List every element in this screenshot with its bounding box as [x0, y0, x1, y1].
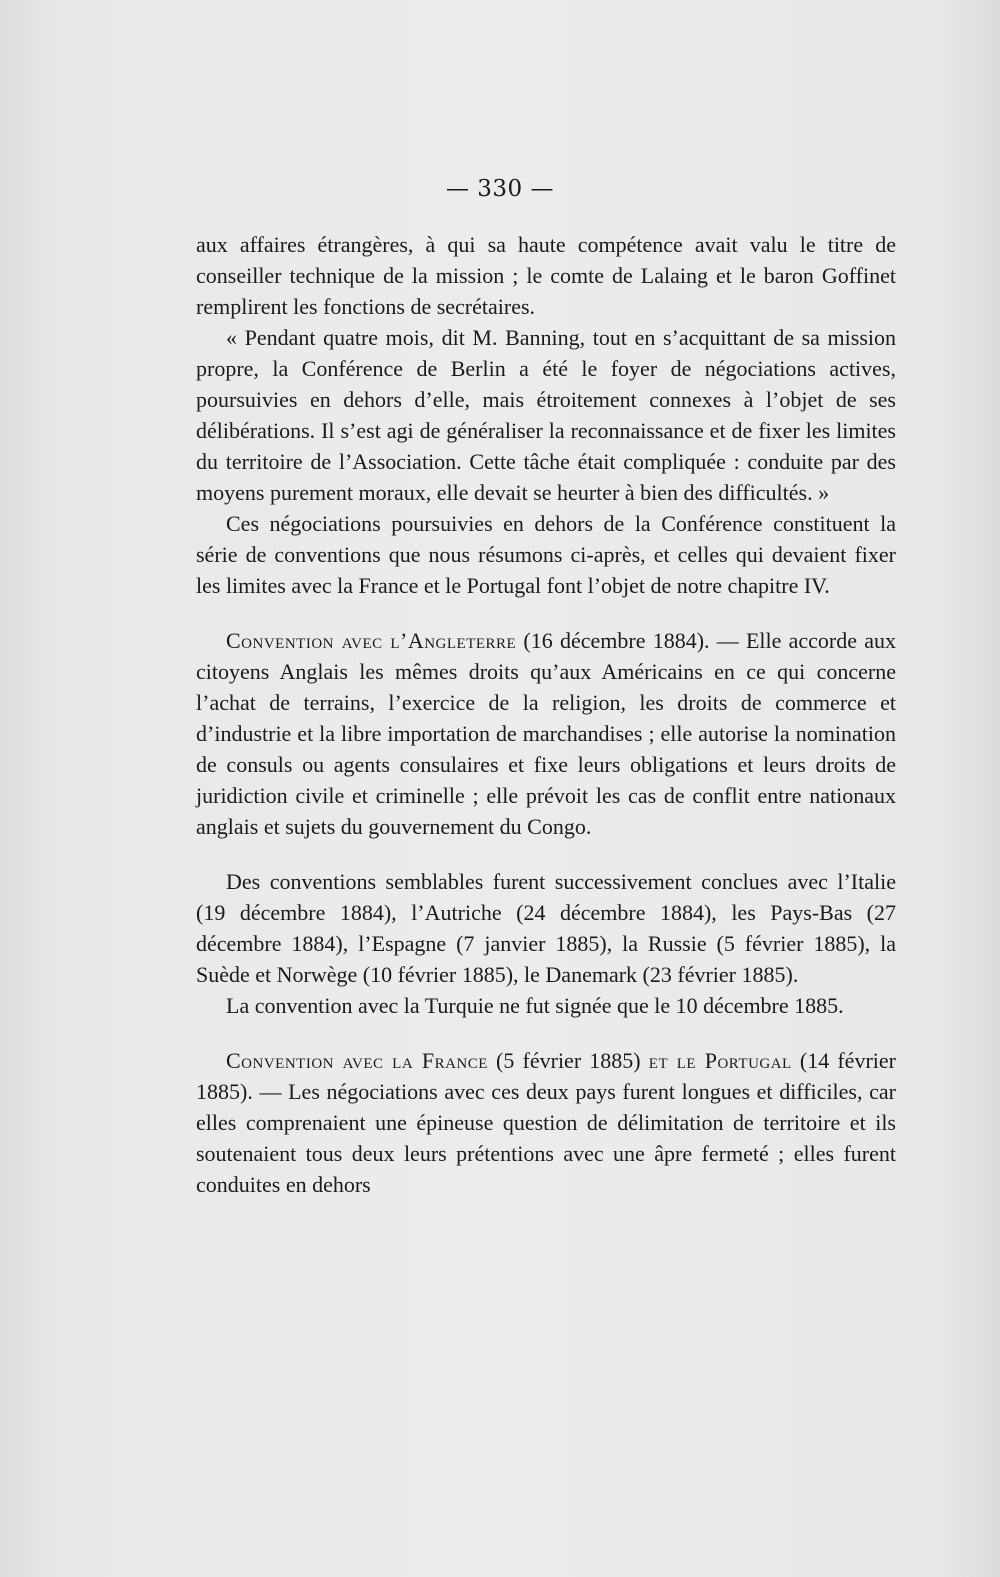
paragraph-convention-angleterre	[196, 625, 896, 842]
paragraph-convention-france-portugal	[196, 1045, 896, 1200]
paragraph-2-quote: « Pendant quatre mois, dit M. Banning, tout en s’acquittant de sa mission propre, la Conférence de Berlin a été le foyer de négociations actives, poursuivies en dehors d’elle, mais étroitement connexes à l’objet de ses délibérations. Il s’est agi de généraliser la reconnaissance et de fixer les limites du territoire de l’Association. Cette tâche était compliquée : conduite par des moyens purement moraux, elle devait se heurter à bien des difficultés. »	[196, 325, 896, 505]
paragraph-7-text: (14 février 1885). — Les négociations avec ces deux pays furent longues et difficiles, car elles comprenaient une épineuse question de délimitation de territoire et ils soutenaient tous deux leurs prétentions avec une âpre fermeté ; elles furent conduites en dehors	[196, 1048, 896, 1197]
paragraph-1: aux affaires étrangères, à qui sa haute compétence avait valu le titre de conseiller technique de la mission ; le comte de Lalaing et le baron Goffinet remplirent les fonctions de secrétaires.	[196, 232, 896, 319]
paragraph-4-text: (16 décembre 1884). — Elle accorde aux citoyens Anglais les mêmes droits qu’aux Américains en ce qui concerne l’achat de terrains, l’exercice de la religion, les droits de commerce et d’industrie et la libre importation de marchandises ; elle autorise la nomination de consuls ou agents consulaires et fixe leurs obligations et leurs droits de juridiction civile et criminelle ; elle prévoit les cas de conflit entre nationaux anglais et sujets du gouvernement du Congo.	[196, 628, 896, 839]
paragraph-7-date-france: (5 février 1885)	[487, 1048, 649, 1073]
section-heading-angleterre: Convention avec l’Angleterre	[226, 628, 517, 653]
page-number: — 330 —	[445, 176, 555, 202]
section-heading-france: Convention avec la France	[226, 1048, 488, 1073]
section-heading-portugal: et le Portugal	[648, 1048, 792, 1073]
paragraph-3: Ces négociations poursuivies en dehors de la Conférence constituent la série de conventions que nous résumons ci-après, et celles qui devaient fixer les limites avec la France et le Portugal font l’objet de notre chapitre IV.	[196, 511, 896, 598]
paragraph-5: Des conventions semblables furent successivement conclues avec l’Italie (19 décembre 1884), l’Autriche (24 décembre 1884), les Pays-Bas (27 décembre 1884), l’Espagne (7 janvier 1885), la Russie (5 février 1885), la Suède et Norwège (10 février 1885), le Danemark (23 février 1885).	[196, 869, 896, 987]
body-text	[196, 229, 896, 1200]
paragraph-6: La convention avec la Turquie ne fut signée que le 10 décembre 1885.	[226, 993, 844, 1018]
